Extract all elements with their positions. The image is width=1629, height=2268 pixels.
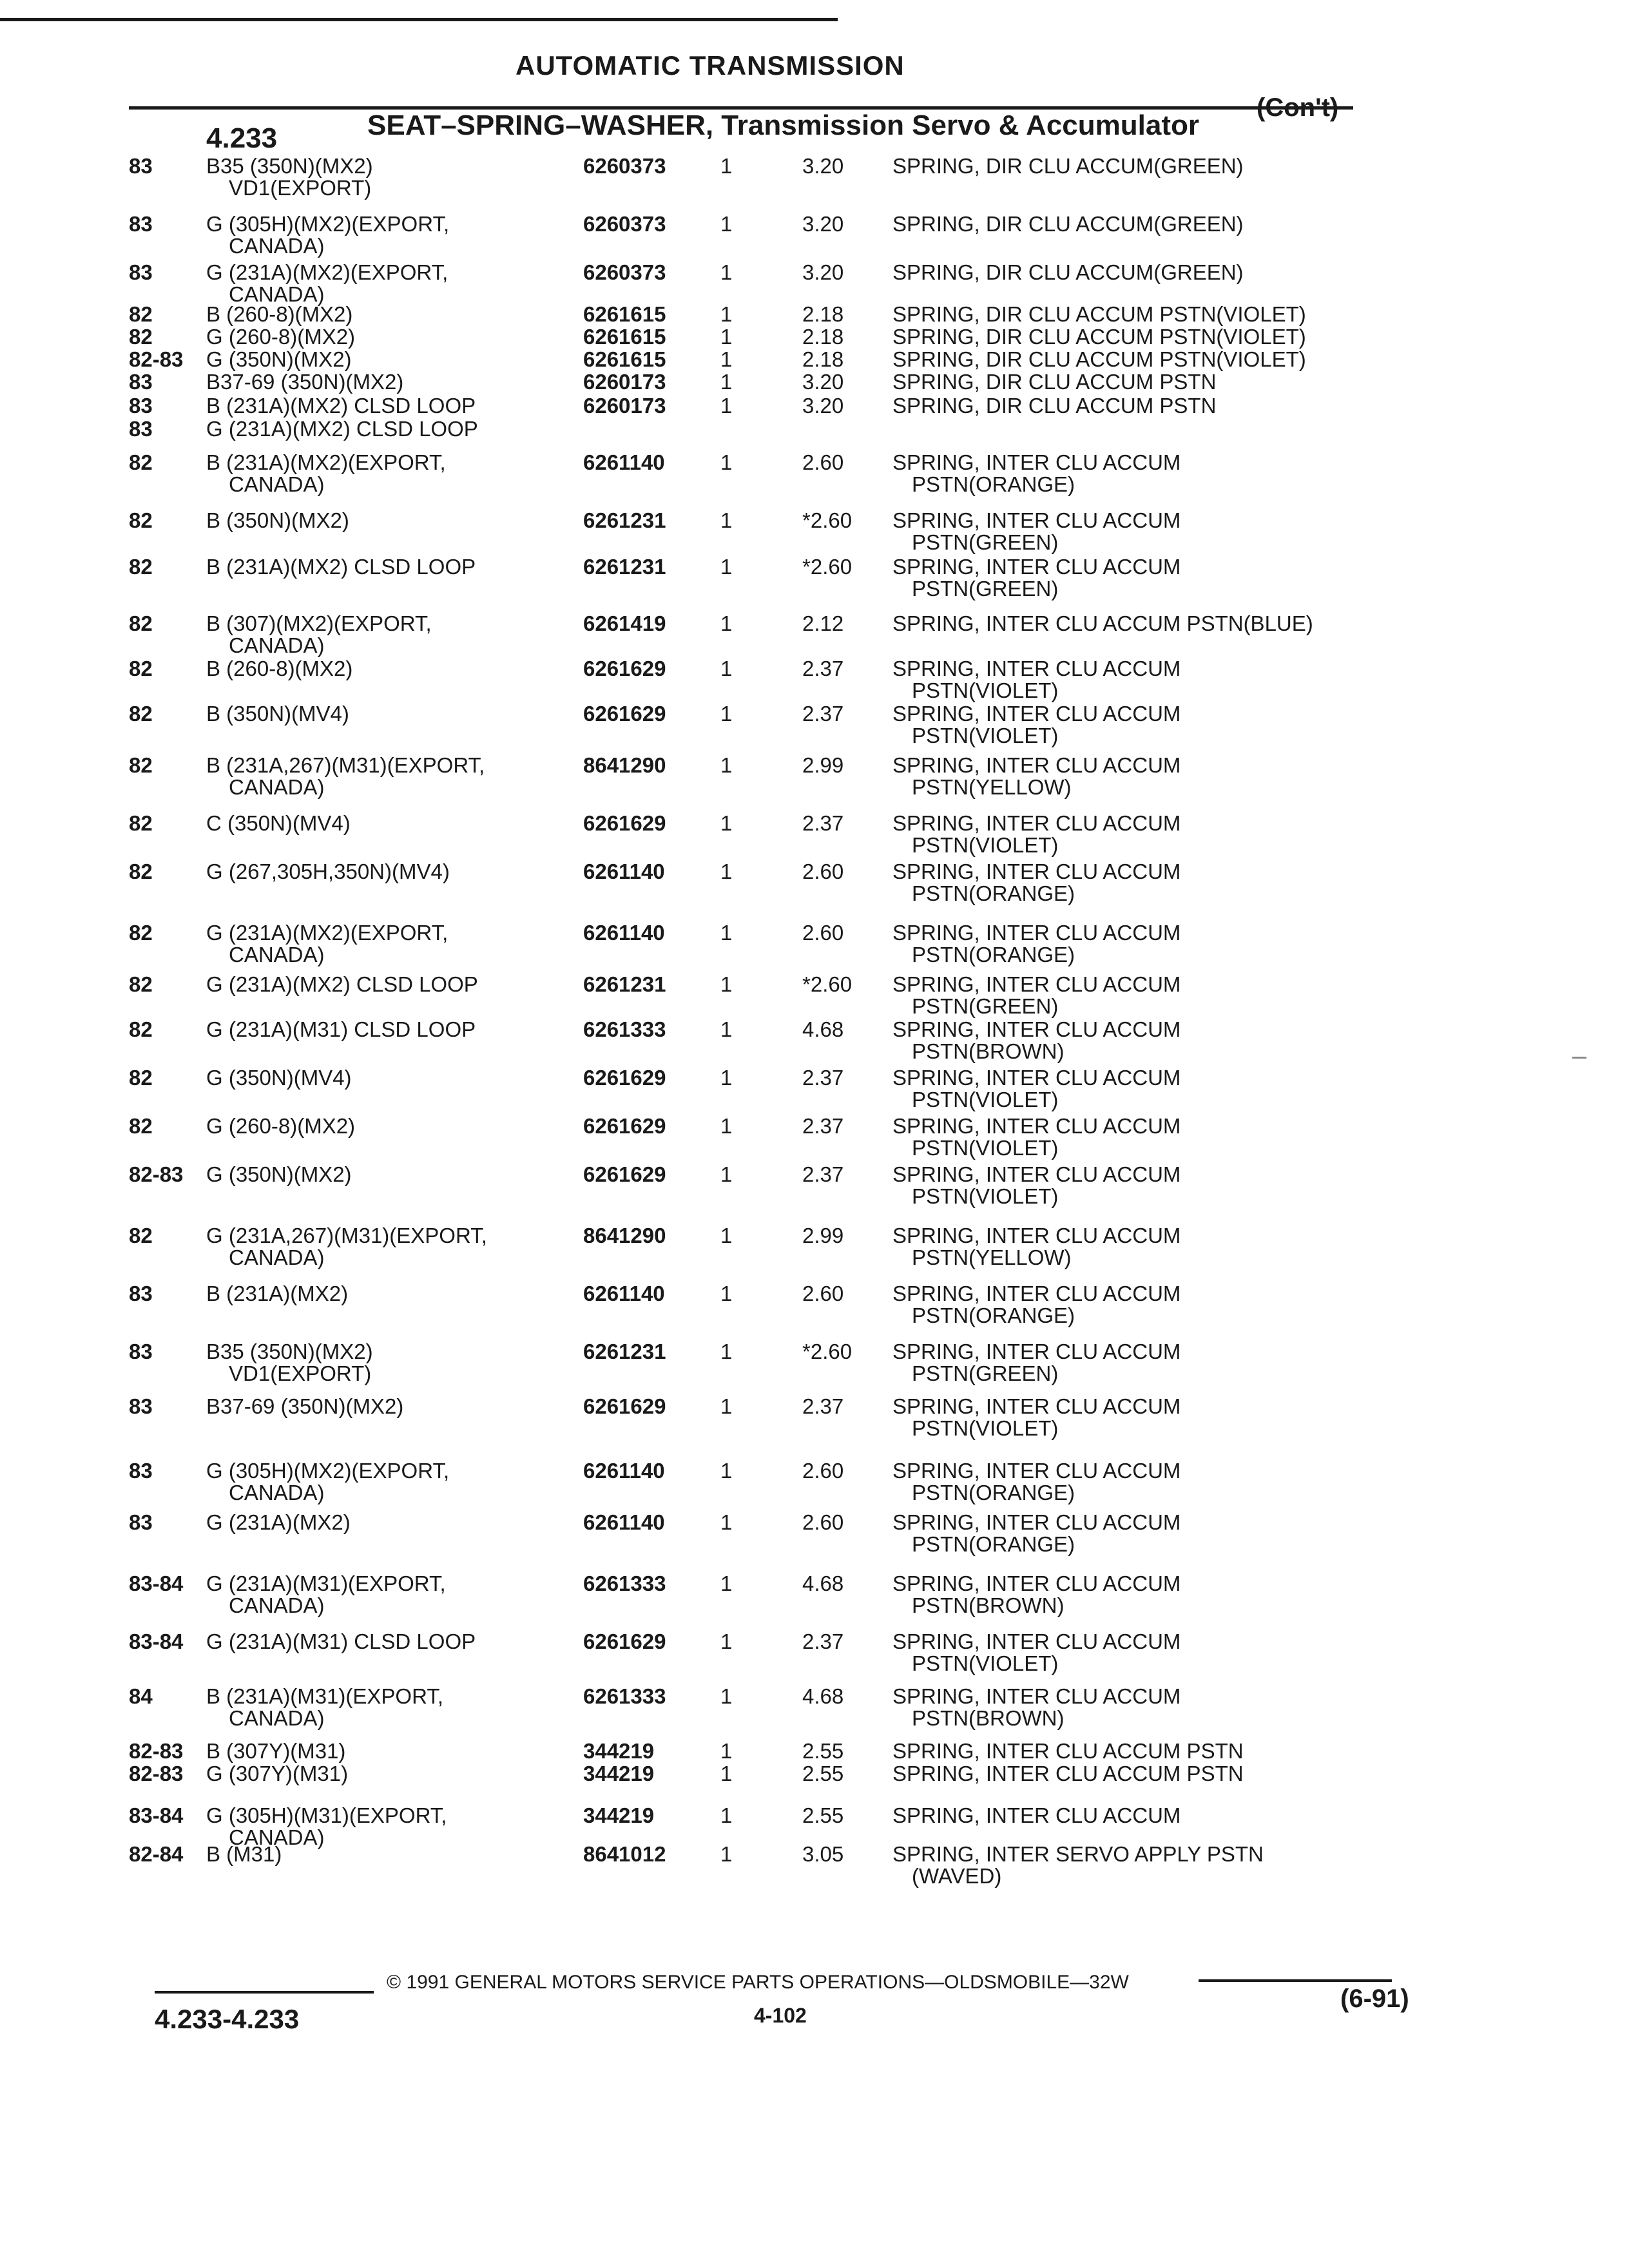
row-desc2: PSTN(YELLOW) [912,775,1072,799]
row-desc2: PSTN(BROWN) [912,1039,1065,1063]
row-part: 6261140 [583,450,665,474]
row-model: G (231A,267)(M31)(EXPORT, [206,1224,487,1247]
row-desc: SPRING, INTER CLU ACCUM [892,921,1181,945]
footer-rule-left [155,1991,374,1994]
row-price: 2.37 [802,657,844,680]
row-desc: SPRING, INTER CLU ACCUM [892,1017,1181,1041]
row-part: 6261629 [583,1629,666,1653]
row-year: 83 [129,1394,153,1418]
row-desc2: PSTN(VIOLET) [912,1416,1059,1440]
row-model: B (260-8)(MX2) [206,657,353,680]
row-year: 82 [129,1114,153,1138]
row-price: 3.20 [802,370,844,394]
row-price: 2.18 [802,302,844,326]
row-year: 82 [129,921,153,945]
row-desc: SPRING, INTER CLU ACCUM [892,1114,1181,1138]
row-qty: 1 [720,1684,733,1708]
table-row [0,213,1629,264]
row-desc2: PSTN(VIOLET) [912,1651,1059,1675]
row-price: 3.20 [802,212,844,236]
row-model2: CANADA) [229,1825,325,1849]
row-model: B (231A,267)(M31)(EXPORT, [206,753,485,777]
row-part: 6261615 [583,302,666,326]
row-desc2: PSTN(VIOLET) [912,678,1059,702]
row-model: G (305H)(MX2)(EXPORT, [206,212,450,236]
row-desc: SPRING, DIR CLU ACCUM(GREEN) [892,154,1244,178]
row-qty: 1 [720,370,733,394]
table-row [0,702,1629,754]
row-price: 2.55 [802,1803,844,1827]
row-price: 2.60 [802,1282,844,1305]
row-qty: 1 [720,1282,733,1305]
row-price: 2.37 [802,1162,844,1186]
section-title: SEAT–SPRING–WASHER, Transmission Servo & Accumulator [367,110,1199,141]
row-year: 83-84 [129,1803,184,1827]
row-price: *2.60 [802,972,853,996]
row-desc2: PSTN(YELLOW) [912,1245,1072,1269]
row-desc2: PSTN(VIOLET) [912,833,1059,857]
row-part: 8641290 [583,753,666,777]
row-year: 83 [129,212,153,236]
row-desc2: PSTN(GREEN) [912,994,1059,1018]
row-model: B (350N)(MX2) [206,508,349,532]
row-model: G (231A)(MX2)(EXPORT, [206,260,448,284]
table-row [0,155,1629,206]
row-desc: SPRING, INTER CLU ACCUM [892,1340,1181,1363]
row-desc: SPRING, INTER CLU ACCUM [892,1629,1181,1653]
row-price: 3.20 [802,394,844,418]
row-model: B37-69 (350N)(MX2) [206,370,404,394]
row-model2: CANADA) [229,1593,325,1617]
row-price: 2.18 [802,347,844,371]
row-model: B (307)(MX2)(EXPORT, [206,611,432,635]
row-qty: 1 [720,1066,733,1090]
row-price: 4.68 [802,1017,844,1041]
row-qty: 1 [720,1340,733,1363]
row-qty: 1 [720,1842,733,1866]
row-model2: CANADA) [229,1481,325,1504]
row-model: B (231A)(MX2) [206,1282,349,1305]
row-price: 2.12 [802,611,844,635]
table-row [0,1224,1629,1276]
row-desc: SPRING, INTER CLU ACCUM [892,1224,1181,1247]
row-part: 6261140 [583,860,665,883]
row-model: B (231A)(MX2)(EXPORT, [206,450,446,474]
row-part: 6261629 [583,811,666,835]
row-part: 6261140 [583,921,665,945]
row-model: G (231A)(MX2) CLSD LOOP [206,417,478,441]
row-desc: SPRING, INTER CLU ACCUM [892,555,1181,579]
row-qty: 1 [720,1762,733,1785]
row-year: 83 [129,1282,153,1305]
footer-rule-right [1199,1979,1392,1982]
row-desc2: PSTN(ORANGE) [912,1532,1075,1556]
row-year: 82 [129,1224,153,1247]
table-row [0,612,1629,664]
row-model2: CANADA) [229,472,325,496]
row-part: 6261419 [583,611,666,635]
row-qty: 1 [720,260,733,284]
row-price: 2.18 [802,325,844,349]
row-part: 6261231 [583,555,666,579]
row-year: 82-83 [129,1739,184,1763]
row-price: 2.99 [802,1224,844,1247]
row-part: 344219 [583,1762,655,1785]
table-row [0,1395,1629,1446]
row-part: 6261629 [583,657,666,680]
row-price: 2.99 [802,753,844,777]
row-qty: 1 [720,611,733,635]
row-price: *2.60 [802,1340,853,1363]
footer-copyright: © 1991 GENERAL MOTORS SERVICE PARTS OPERATIONS—OLDSMOBILE—32W [387,1972,1129,1993]
row-part: 6261333 [583,1571,666,1595]
row-year: 82-84 [129,1842,184,1866]
row-desc: SPRING, INTER CLU ACCUM [892,508,1181,532]
row-price: 2.60 [802,1510,844,1534]
row-part: 8641290 [583,1224,666,1247]
row-model: G (350N)(MX2) [206,1162,352,1186]
row-year: 82-83 [129,1762,184,1785]
row-desc2: PSTN(BROWN) [912,1706,1065,1730]
table-row [0,1685,1629,1736]
row-year: 83 [129,154,153,178]
row-price: *2.60 [802,508,853,532]
table-row [0,860,1629,912]
row-price: 2.37 [802,1114,844,1138]
row-price: *2.60 [802,555,853,579]
row-model: G (307Y)(M31) [206,1762,349,1785]
row-qty: 1 [720,811,733,835]
row-model: B (M31) [206,1842,282,1866]
row-year: 82 [129,611,153,635]
row-year: 82 [129,657,153,680]
row-price: 2.60 [802,1459,844,1483]
row-year: 84 [129,1684,153,1708]
row-price: 4.68 [802,1684,844,1708]
row-model: G (350N)(MX2) [206,347,352,371]
row-desc: SPRING, INTER CLU ACCUM [892,811,1181,835]
row-desc2: PSTN(VIOLET) [912,1136,1059,1160]
row-year: 82 [129,555,153,579]
row-qty: 1 [720,1114,733,1138]
row-model: B35 (350N)(MX2) [206,154,373,178]
row-desc: SPRING, INTER CLU ACCUM [892,1162,1181,1186]
row-desc: SPRING, INTER CLU ACCUM [892,972,1181,996]
row-desc: SPRING, INTER CLU ACCUM [892,1066,1181,1090]
row-desc: SPRING, DIR CLU ACCUM PSTN(VIOLET) [892,302,1306,326]
row-model: G (305H)(MX2)(EXPORT, [206,1459,450,1483]
row-desc: SPRING, DIR CLU ACCUM PSTN(VIOLET) [892,325,1306,349]
row-part: 6261629 [583,1114,666,1138]
row-model: B35 (350N)(MX2) [206,1340,373,1363]
row-year: 82 [129,972,153,996]
row-qty: 1 [720,1629,733,1653]
table-row [0,1066,1629,1118]
row-model: B (260-8)(MX2) [206,302,353,326]
row-model: G (260-8)(MX2) [206,1114,356,1138]
row-year: 82 [129,325,153,349]
row-qty: 1 [720,1162,733,1186]
row-model: G (231A)(MX2) CLSD LOOP [206,972,478,996]
table-row [0,1630,1629,1682]
row-model2: CANADA) [229,775,325,799]
row-model: G (231A)(MX2)(EXPORT, [206,921,448,945]
row-desc2: PSTN(ORANGE) [912,1303,1075,1327]
row-model: G (231A)(M31) CLSD LOOP [206,1017,476,1041]
row-price: 4.68 [802,1571,844,1595]
row-model: B (231A)(MX2) CLSD LOOP [206,394,476,418]
row-part: 6260373 [583,154,666,178]
row-model: B37-69 (350N)(MX2) [206,1394,404,1418]
row-year: 83 [129,260,153,284]
row-desc2: PSTN(VIOLET) [912,1184,1059,1208]
row-year: 83 [129,1340,153,1363]
row-qty: 1 [720,921,733,945]
row-qty: 1 [720,154,733,178]
row-desc: SPRING, DIR CLU ACCUM PSTN [892,394,1217,418]
row-desc2: PSTN(ORANGE) [912,881,1075,905]
row-desc: SPRING, INTER CLU ACCUM [892,1684,1181,1708]
row-price: 3.05 [802,1842,844,1866]
row-part: 6261140 [583,1459,665,1483]
row-desc2: PSTN(ORANGE) [912,472,1075,496]
row-desc2: PSTN(VIOLET) [912,724,1059,747]
row-desc: SPRING, INTER CLU ACCUM [892,1571,1181,1595]
row-desc: SPRING, DIR CLU ACCUM PSTN(VIOLET) [892,347,1306,371]
row-desc: SPRING, INTER CLU ACCUM [892,1282,1181,1305]
row-desc2: PSTN(BROWN) [912,1593,1065,1617]
row-qty: 1 [720,508,733,532]
row-price: 2.60 [802,921,844,945]
row-model2: CANADA) [229,234,325,258]
table-row [0,812,1629,863]
row-price: 2.60 [802,860,844,883]
row-part: 6261333 [583,1017,666,1041]
row-price: 2.37 [802,811,844,835]
row-desc2: PSTN(ORANGE) [912,1481,1075,1504]
row-desc: SPRING, INTER CLU ACCUM PSTN [892,1762,1244,1785]
row-desc: SPRING, DIR CLU ACCUM(GREEN) [892,212,1244,236]
table-row [0,921,1629,973]
row-part: 6260373 [583,212,666,236]
row-price: 2.37 [802,1629,844,1653]
row-model2: CANADA) [229,633,325,657]
row-model2: CANADA) [229,282,325,306]
row-part: 344219 [583,1803,655,1827]
row-year: 83 [129,1459,153,1483]
footer-date: (6-91) [1340,1984,1409,2013]
row-model: G (231A)(M31)(EXPORT, [206,1571,446,1595]
row-model: B (307Y)(M31) [206,1739,346,1763]
table-row [0,451,1629,503]
row-model: G (350N)(MV4) [206,1066,352,1090]
row-model: B (350N)(MV4) [206,702,349,726]
row-desc: SPRING, DIR CLU ACCUM(GREEN) [892,260,1244,284]
row-qty: 1 [720,702,733,726]
row-qty: 1 [720,347,733,371]
row-part: 6261231 [583,972,666,996]
row-part: 6261629 [583,1394,666,1418]
row-desc: SPRING, INTER CLU ACCUM PSTN(BLUE) [892,611,1313,635]
row-price: 2.55 [802,1762,844,1785]
row-model: C (350N)(MV4) [206,811,351,835]
table-row [0,657,1629,709]
row-year: 82 [129,702,153,726]
row-desc2: (WAVED) [912,1864,1002,1888]
row-desc: SPRING, INTER CLU ACCUM [892,753,1181,777]
row-qty: 1 [720,1510,733,1534]
row-year: 82 [129,753,153,777]
row-desc: SPRING, INTER CLU ACCUM [892,1459,1181,1483]
row-qty: 1 [720,972,733,996]
row-qty: 1 [720,325,733,349]
row-year: 83-84 [129,1629,184,1653]
row-qty: 1 [720,753,733,777]
row-model2: VD1(EXPORT) [229,1361,372,1385]
table-row [0,1340,1629,1392]
row-year: 82 [129,508,153,532]
row-year: 83-84 [129,1571,184,1595]
row-desc2: PSTN(ORANGE) [912,943,1075,966]
row-part: 6261615 [583,347,666,371]
row-desc: SPRING, DIR CLU ACCUM PSTN [892,370,1217,394]
row-desc: SPRING, INTER CLU ACCUM [892,1510,1181,1534]
table-row [0,1459,1629,1511]
table-row [0,1282,1629,1334]
row-desc: SPRING, INTER CLU ACCUM [892,1394,1181,1418]
row-desc2: PSTN(GREEN) [912,530,1059,554]
row-year: 83 [129,1510,153,1534]
row-year: 83 [129,394,153,418]
row-desc2: PSTN(GREEN) [912,577,1059,601]
row-qty: 1 [720,1571,733,1595]
row-part: 6261140 [583,1282,665,1305]
row-price: 2.60 [802,450,844,474]
table-row [0,754,1629,805]
section-number: 4.233 [206,122,278,154]
footer-section-range: 4.233-4.233 [155,2004,300,2034]
continued-label: (Con't) [1257,93,1339,122]
row-qty: 1 [720,1224,733,1247]
row-part: 6261140 [583,1510,665,1534]
row-model: B (231A)(M31)(EXPORT, [206,1684,443,1708]
row-price: 3.20 [802,260,844,284]
row-part: 8641012 [583,1842,666,1866]
row-qty: 1 [720,450,733,474]
row-desc: SPRING, INTER CLU ACCUM [892,702,1181,726]
row-model: G (267,305H,350N)(MV4) [206,860,450,883]
row-model: G (231A)(M31) CLSD LOOP [206,1629,476,1653]
table-row [0,509,1629,561]
row-part: 6261231 [583,508,666,532]
table-row [0,1572,1629,1624]
row-model2: CANADA) [229,1706,325,1730]
row-qty: 1 [720,1394,733,1418]
row-part: 6261629 [583,1162,666,1186]
row-qty: 1 [720,1017,733,1041]
table-row [0,1163,1629,1215]
row-model2: CANADA) [229,1245,325,1269]
row-model: G (305H)(M31)(EXPORT, [206,1803,447,1827]
row-price: 2.37 [802,1394,844,1418]
row-qty: 1 [720,212,733,236]
row-desc: SPRING, INTER CLU ACCUM [892,860,1181,883]
row-qty: 1 [720,657,733,680]
row-qty: 1 [720,1803,733,1827]
row-part: 6261333 [583,1684,666,1708]
row-year: 82-83 [129,1162,184,1186]
row-desc: SPRING, INTER CLU ACCUM PSTN [892,1739,1244,1763]
row-price: 2.37 [802,702,844,726]
row-model: G (260-8)(MX2) [206,325,356,349]
row-part: 6261629 [583,702,666,726]
row-price: 2.55 [802,1739,844,1763]
row-year: 82 [129,450,153,474]
row-part: 6260373 [583,260,666,284]
row-qty: 1 [720,860,733,883]
table-row [0,1115,1629,1166]
table-row [0,973,1629,1024]
row-qty: 1 [720,302,733,326]
row-qty: 1 [720,1459,733,1483]
row-desc2: PSTN(GREEN) [912,1361,1059,1385]
margin-mark [1572,1057,1586,1059]
row-year: 83 [129,417,153,441]
row-qty: 1 [720,394,733,418]
page-title: AUTOMATIC TRANSMISSION [516,50,905,81]
row-year: 83 [129,370,153,394]
row-price: 2.37 [802,1066,844,1090]
row-price: 3.20 [802,154,844,178]
row-year: 82 [129,860,153,883]
row-model2: VD1(EXPORT) [229,176,372,200]
row-part: 6261629 [583,1066,666,1090]
row-year: 82-83 [129,347,184,371]
row-year: 82 [129,302,153,326]
table-row [0,555,1629,607]
row-part: 344219 [583,1739,655,1763]
table-row [0,1843,1629,1894]
table-row [0,1511,1629,1562]
row-year: 82 [129,1017,153,1041]
row-desc: SPRING, INTER CLU ACCUM [892,450,1181,474]
row-model: B (231A)(MX2) CLSD LOOP [206,555,476,579]
row-desc2: PSTN(VIOLET) [912,1088,1059,1111]
row-qty: 1 [720,1739,733,1763]
table-row [0,1018,1629,1070]
row-part: 6260173 [583,370,666,394]
row-desc: SPRING, INTER CLU ACCUM [892,657,1181,680]
row-part: 6260173 [583,394,666,418]
row-year: 82 [129,811,153,835]
row-year: 82 [129,1066,153,1090]
row-model: G (231A)(MX2) [206,1510,351,1534]
row-desc: SPRING, INTER CLU ACCUM [892,1803,1181,1827]
row-part: 6261615 [583,325,666,349]
row-model2: CANADA) [229,943,325,966]
row-qty: 1 [720,555,733,579]
row-desc: SPRING, INTER SERVO APPLY PSTN [892,1842,1264,1866]
row-part: 6261231 [583,1340,666,1363]
footer-page-number: 4-102 [754,2004,807,2027]
